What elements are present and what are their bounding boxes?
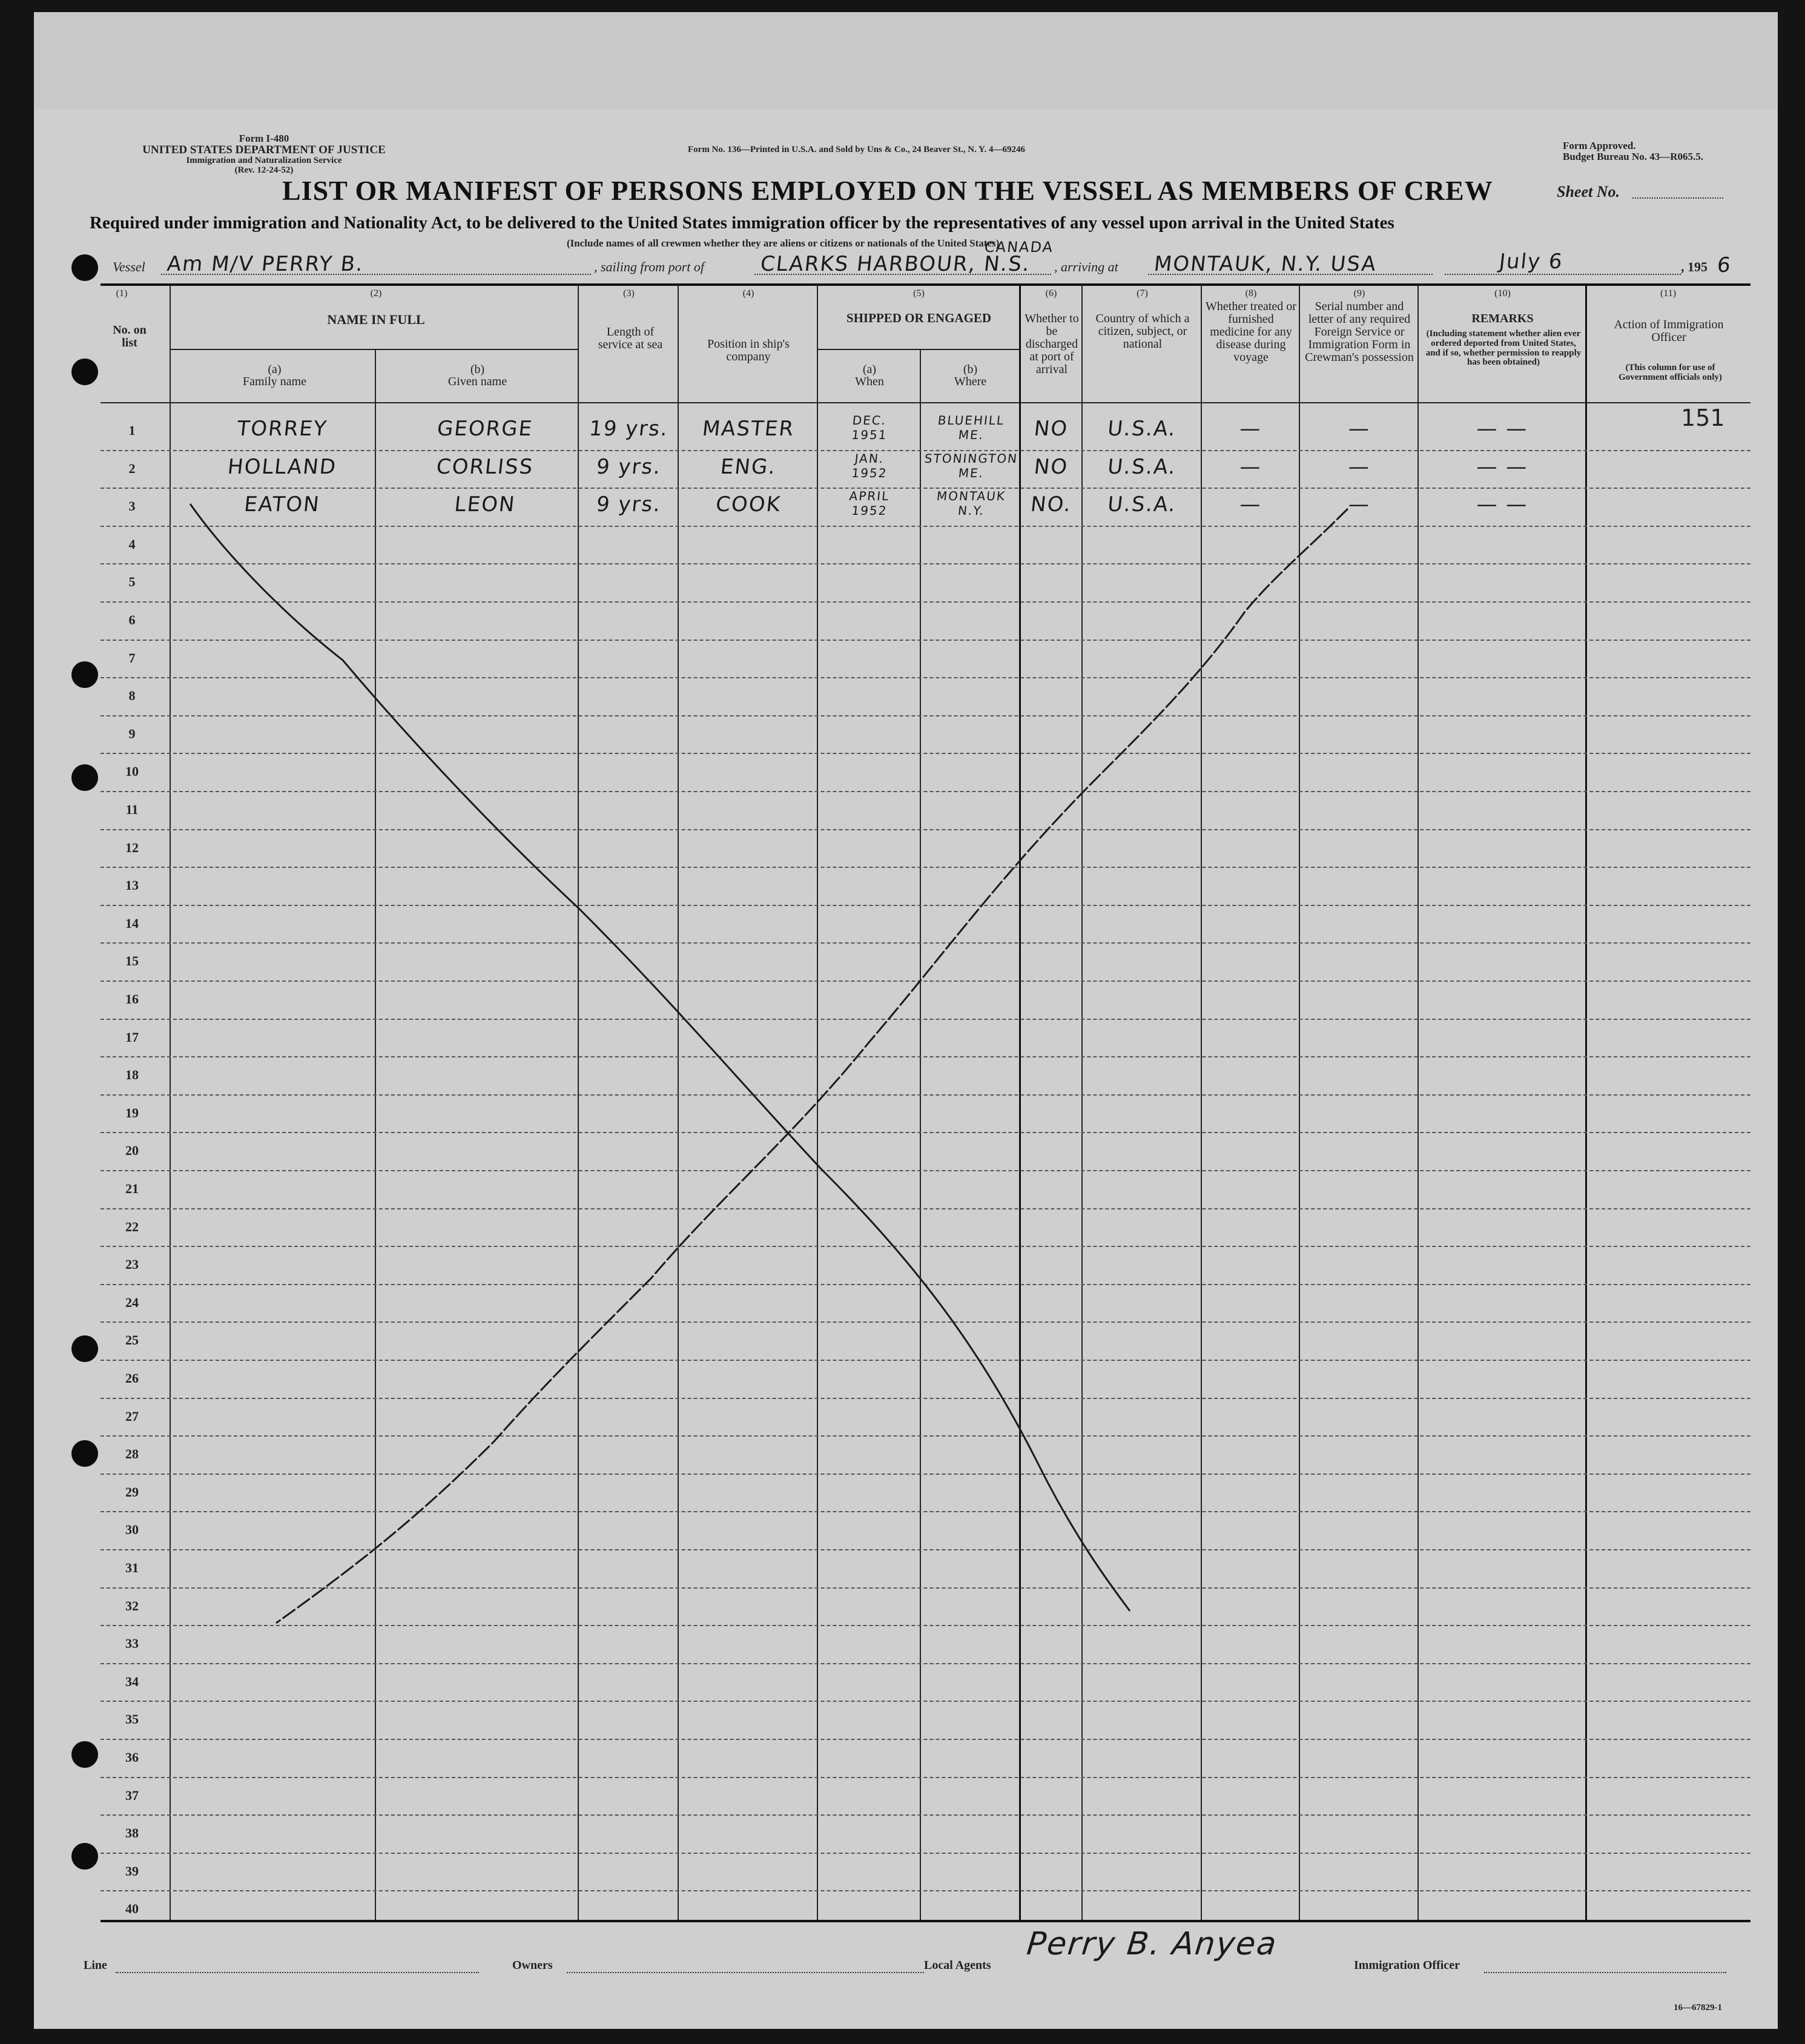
col-when-sub: (a) <box>862 363 877 376</box>
when-cell: 1952 <box>851 465 888 480</box>
serial-cell: — <box>1347 454 1372 479</box>
stamp-number: 151 <box>1681 405 1725 431</box>
discharged-cell: NO <box>1032 417 1070 441</box>
punch-hole <box>71 254 98 281</box>
form-title: LIST OR MANIFEST OF PERSONS EMPLOYED ON THE VESSEL AS MEMBERS OF CREW <box>282 175 1493 206</box>
given-name-cell: CORLISS <box>435 454 535 479</box>
row-number: 24 <box>125 1294 139 1310</box>
owners-label: Owners <box>512 1959 553 1972</box>
col-family-sub: (a) <box>268 363 282 376</box>
row-number: 7 <box>128 650 136 666</box>
col-action-note: (This column for use of Government officials only) <box>1619 363 1722 382</box>
row-number: 28 <box>125 1446 139 1462</box>
owners-field[interactable] <box>567 1972 924 1973</box>
col-action-header: Action of Immigration Officer <box>1614 318 1724 344</box>
row-number: 1 <box>128 423 136 438</box>
col-6-number: (6) <box>1045 288 1057 299</box>
col-11-number: (11) <box>1660 288 1677 299</box>
col-family-header: Family name <box>243 375 306 388</box>
row-number: 12 <box>125 839 139 855</box>
row-number: 23 <box>125 1257 139 1272</box>
col-where-sub: (b) <box>963 363 978 376</box>
country-cell: U.S.A. <box>1106 417 1178 441</box>
col-position-header: Position in ship's company <box>707 337 790 363</box>
row-number: 5 <box>128 574 136 590</box>
discharged-cell: NO <box>1032 454 1070 479</box>
col-medicine-header: Whether treated or furnished medicine for any disease during voyage <box>1206 300 1296 364</box>
punch-hole <box>71 1843 98 1870</box>
row-number: 38 <box>125 1825 139 1841</box>
row-number: 30 <box>125 1522 139 1538</box>
col-given-header: Given name <box>447 375 507 388</box>
col-2-number: (2) <box>370 288 382 299</box>
include-note: (Include names of all crewmen whether they are aliens or citizens or nationals of the United States) <box>567 237 1000 249</box>
row-number: 20 <box>125 1143 139 1159</box>
year-digit: 6 <box>1715 253 1733 277</box>
sailing-label: , sailing from port of <box>594 259 704 274</box>
serial-cell: — <box>1347 492 1372 517</box>
col-9-number: (9) <box>1353 288 1365 299</box>
agents-label: Local Agents <box>924 1959 991 1972</box>
row-number: 35 <box>125 1712 139 1727</box>
row-number: 18 <box>125 1067 139 1083</box>
revision: (Rev. 12-24-52) <box>234 165 294 175</box>
serial-cell: — <box>1347 417 1372 441</box>
country-cell: U.S.A. <box>1106 492 1178 517</box>
col-country-header: Country of which a citizen, subject, or national <box>1095 312 1190 351</box>
remarks-cell: — — <box>1475 417 1529 441</box>
punch-hole <box>71 661 98 688</box>
col-discharge-header: Whether to be discharged at port of arrival <box>1025 312 1079 376</box>
row-number: 36 <box>125 1750 139 1765</box>
col-serial-header: Serial number and letter of any required Foreign Service or Immigration Form in Crewman's possession <box>1305 300 1414 364</box>
cancellation-x-mark <box>34 12 1778 2029</box>
where-cell: MONTAUK <box>935 489 1007 504</box>
budget-number: Budget Bureau No. 43—R065.5. <box>1563 150 1704 162</box>
col-where-header: Where <box>954 375 987 388</box>
vessel-name: Am M/V PERRY B. <box>165 252 365 276</box>
row-number: 6 <box>128 612 136 627</box>
position-cell: COOK <box>714 492 782 517</box>
punch-hole <box>71 1440 98 1467</box>
col-7-number: (7) <box>1137 288 1148 299</box>
department-name: UNITED STATES DEPARTMENT OF JUSTICE <box>142 143 386 156</box>
row-number: 2 <box>128 460 136 476</box>
agent-signature: Perry B. Anyea <box>1025 1926 1279 1962</box>
medicine-cell: — <box>1238 454 1263 479</box>
col-10-number: (10) <box>1494 288 1511 299</box>
row-number: 25 <box>125 1332 139 1348</box>
line-label: Line <box>84 1959 107 1972</box>
row-number: 34 <box>125 1673 139 1689</box>
punch-hole <box>71 359 98 385</box>
sailing-port-country: CANADA <box>983 239 1055 256</box>
row-number: 3 <box>128 498 136 514</box>
when-cell: DEC. <box>851 413 888 428</box>
col-service-header: Length of service at sea <box>598 325 663 351</box>
row-number: 17 <box>125 1029 139 1045</box>
col-8-number: (8) <box>1245 288 1257 299</box>
sailing-port: CLARKS HARBOUR, N.S. <box>759 252 1032 276</box>
year-prefix: , 195 <box>1681 259 1708 274</box>
row-number: 15 <box>125 953 139 969</box>
arrival-date: July 6 <box>1497 250 1565 274</box>
service-cell: 9 yrs. <box>595 492 663 517</box>
arriving-label: , arriving at <box>1054 259 1118 274</box>
row-number: 39 <box>125 1863 139 1879</box>
position-cell: MASTER <box>701 417 796 441</box>
row-number: 29 <box>125 1484 139 1500</box>
remarks-cell: — — <box>1475 492 1529 517</box>
row-number: 19 <box>125 1105 139 1120</box>
when-cell: JAN. <box>854 451 885 466</box>
col-3-number: (3) <box>623 288 635 299</box>
row-number: 11 <box>125 802 139 817</box>
sheet-number-label: Sheet No. <box>1557 183 1620 200</box>
row-number: 32 <box>125 1598 139 1613</box>
where-cell: STONINGTON <box>923 451 1019 466</box>
row-number: 4 <box>128 536 136 552</box>
family-name-cell: TORREY <box>236 417 329 441</box>
service-cell: 9 yrs. <box>595 454 663 479</box>
row-number: 40 <box>125 1901 139 1917</box>
discharged-cell: NO. <box>1029 492 1073 517</box>
when-cell: 1951 <box>851 428 888 442</box>
position-cell: ENG. <box>719 454 778 479</box>
vessel-label: Vessel <box>113 259 145 274</box>
punch-hole <box>71 1741 98 1768</box>
punch-hole <box>71 1335 98 1362</box>
form-code: 16—67829-1 <box>1674 2003 1722 2013</box>
when-cell: APRIL <box>848 489 891 504</box>
remarks-cell: — — <box>1475 454 1529 479</box>
manifest-sheet <box>34 12 1778 2029</box>
line-field[interactable] <box>116 1972 479 1973</box>
col-when-header: When <box>855 375 884 388</box>
col-4-number: (4) <box>742 288 754 299</box>
col-number-header: No. on list <box>113 323 147 349</box>
col-remarks-header: REMARKS <box>1471 312 1534 325</box>
row-number: 14 <box>125 915 139 931</box>
where-cell: ME. <box>957 428 985 442</box>
col-shipped-header: SHIPPED OR ENGAGED <box>846 311 992 325</box>
given-name-cell: GEORGE <box>435 417 535 441</box>
row-number: 31 <box>125 1560 139 1575</box>
medicine-cell: — <box>1238 417 1263 441</box>
where-cell: BLUEHILL <box>937 413 1006 428</box>
col-1-number: (1) <box>116 288 128 299</box>
where-cell: ME. <box>957 465 985 480</box>
medicine-cell: — <box>1238 492 1263 517</box>
country-cell: U.S.A. <box>1106 454 1178 479</box>
col-name-header: NAME IN FULL <box>327 312 425 327</box>
row-number: 16 <box>125 991 139 1007</box>
where-cell: N.Y. <box>957 503 986 518</box>
row-number: 13 <box>125 878 139 893</box>
punch-hole <box>71 764 98 791</box>
row-number: 21 <box>125 1181 139 1196</box>
row-number: 37 <box>125 1787 139 1803</box>
service-cell: 19 yrs. <box>588 417 670 441</box>
officer-label: Immigration Officer <box>1354 1959 1460 1972</box>
family-name-cell: HOLLAND <box>226 454 338 479</box>
given-name-cell: LEON <box>453 492 517 517</box>
form-approved: Form Approved. <box>1563 140 1636 151</box>
row-number: 33 <box>125 1636 139 1652</box>
row-number: 27 <box>125 1408 139 1424</box>
row-number: 22 <box>125 1219 139 1234</box>
col-remarks-note: (Including statement whether alien ever ordered deported from United States, and if so, whether permission to reapply has been obtained) <box>1425 329 1582 368</box>
col-given-sub: (b) <box>470 363 485 376</box>
row-number: 26 <box>125 1371 139 1386</box>
arriving-port: MONTAUK, N.Y. USA <box>1152 252 1378 276</box>
printer-note: Form No. 136—Printed in U.S.A. and Sold by Uns & Co., 24 Beaver St., N. Y. 4—69246 <box>688 145 1025 154</box>
row-number: 9 <box>128 726 136 741</box>
family-name-cell: EATON <box>243 492 322 517</box>
when-cell: 1952 <box>851 503 888 518</box>
service-name: Immigration and Naturalization Service <box>186 155 342 165</box>
form-subtitle: Required under immigration and Nationality Act, to be delivered to the United States immigration officer by the representatives of any vessel upon arrival in the United States <box>90 213 1394 233</box>
row-number: 10 <box>125 764 139 779</box>
col-5-number: (5) <box>913 288 925 299</box>
officer-field[interactable] <box>1484 1972 1726 1973</box>
form-number: Form I-480 <box>239 133 289 144</box>
row-number: 8 <box>128 688 136 704</box>
